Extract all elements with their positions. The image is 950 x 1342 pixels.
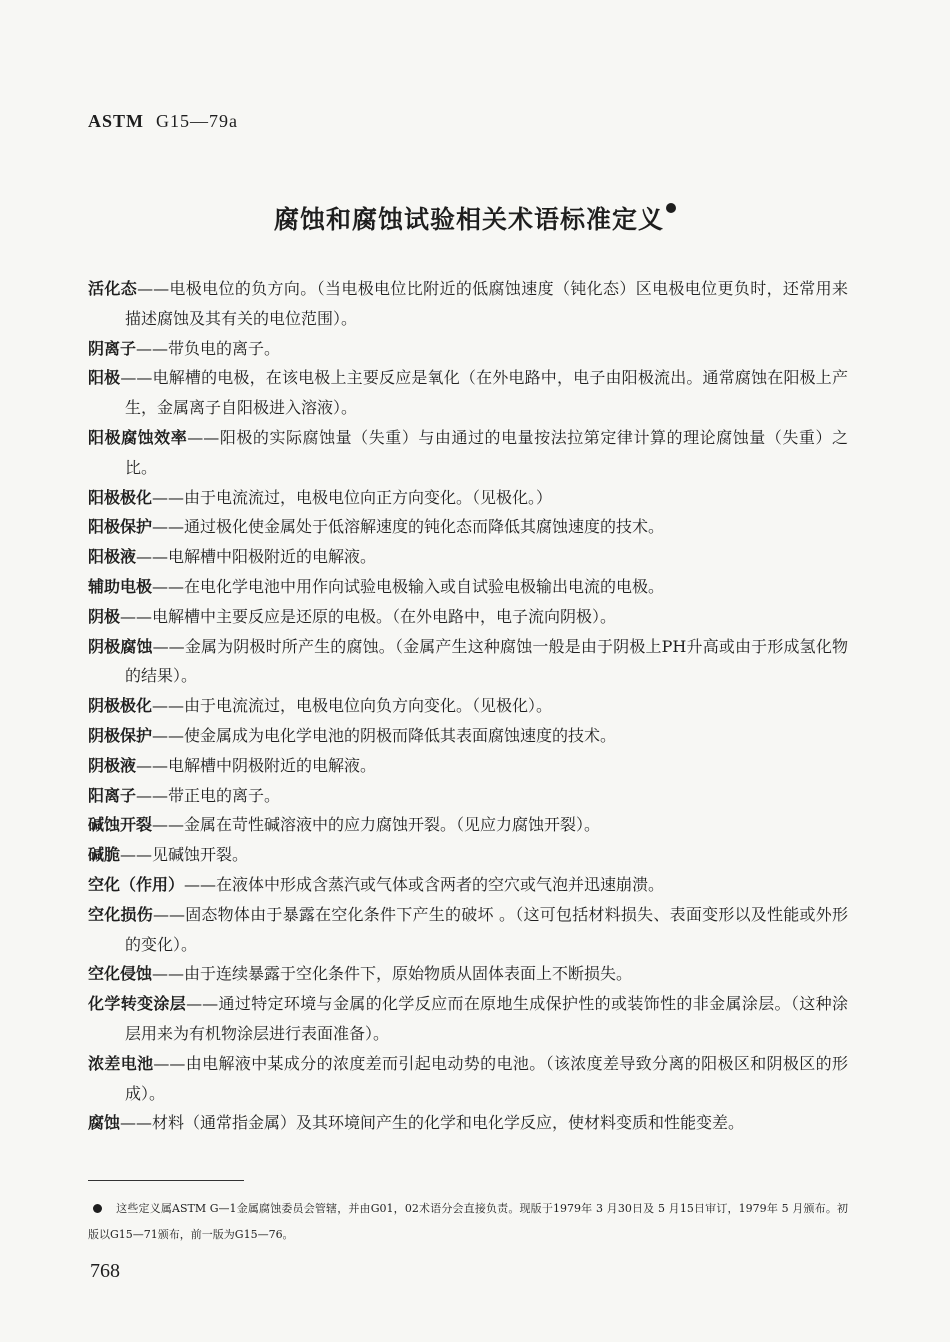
definition-dash: —— <box>120 368 153 388</box>
definition-entry <box>88 423 848 483</box>
definition-term: 阴极极化 <box>88 696 153 716</box>
definition-term: 化学转变涂层 <box>88 994 187 1014</box>
footnote-divider <box>88 1180 244 1181</box>
definition-term: 空化侵蚀 <box>88 964 153 984</box>
definition-text: 在电化学电池中用作向试验电极输入或自试验电极输出电流的电极。 <box>184 576 665 596</box>
definition-dash: —— <box>184 874 217 894</box>
definition-term: 阴极 <box>88 606 121 626</box>
definition-text: 电解槽的电极，在该电极上主要反应是氧化（在外电路中，电子由阳极流出。通常腐蚀在阳极上产生，金属离子自阳极进入溶液）。 <box>125 368 848 418</box>
definition-text: 电极电位的负方向。（当电极电位比附近的低腐蚀速度（钝化态）区电极电位更负时，还常用来描述腐蚀及其有关的电位范围）。 <box>125 279 848 328</box>
definition-text: 固态物体由于暴露在空化条件下产生的破坏 。（这可包括材料损失、表面变形以及性能或外形的变化）。 <box>125 904 848 954</box>
definition-term: 空化损伤 <box>88 904 153 924</box>
definition-text: 见碱蚀开裂。 <box>152 845 249 865</box>
definition-term: 阳离子 <box>88 785 137 805</box>
definition-text: 使金属成为电化学电池的阴极而降低其表面腐蚀速度的技术。 <box>184 725 617 745</box>
definition-text: 电解槽中主要反应是还原的电极。（在外电路中，电子流向阴极）。 <box>152 606 617 626</box>
definition-entry <box>88 602 848 632</box>
definition-dash: —— <box>152 636 185 656</box>
definition-term: 阴极腐蚀 <box>88 636 153 656</box>
definition-text: 阳极的实际腐蚀量（失重）与由通过的电量按法拉第定律计算的理论腐蚀量（失重）之比。 <box>125 427 848 477</box>
definition-dash: —— <box>152 576 185 596</box>
definition-dash: —— <box>152 725 185 745</box>
definition-term: 浓差电池 <box>88 1053 154 1073</box>
definition-entry <box>88 989 848 1049</box>
definition-term: 阴极液 <box>88 755 137 775</box>
definition-dash: —— <box>136 338 169 358</box>
footnote-text: 这些定义属ASTM G—1金属腐蚀委员会管辖，并由G01，02术语分会直接负责。现版于1979年 3 月30日及 5 月15日审订，1979年 5 月颁布。初版以G15—71颁布，前一版为G15—76。 <box>88 1202 848 1241</box>
definition-dash: —— <box>186 994 219 1014</box>
definition-entry <box>88 572 848 602</box>
definition-text: 材料（通常指金属）及其环境间产生的化学和电化学反应，使材料变质和性能变差。 <box>152 1113 745 1133</box>
definition-dash: —— <box>187 427 220 447</box>
definition-dash: —— <box>120 606 153 626</box>
definition-dash: —— <box>137 279 170 298</box>
definition-text: 金属为阴极时所产生的腐蚀。（金属产生这种腐蚀一般是由于阴极上PH升高或由于形成氢化物的结果）。 <box>125 636 848 686</box>
footnote <box>88 1196 848 1248</box>
definition-text: 通过极化使金属处于低溶解速度的钝化态而降低其腐蚀速度的技术。 <box>184 517 665 537</box>
definition-dash: —— <box>152 487 185 507</box>
definition-term: 辅助电极 <box>88 576 153 596</box>
page-title <box>0 200 950 236</box>
definition-text: 带正电的离子。 <box>168 785 281 805</box>
definition-text: 带负电的离子。 <box>168 338 281 358</box>
definition-text: 由于电流流过，电极电位向正方向变化。（见极化。） <box>184 487 553 507</box>
definition-term: 阳极液 <box>88 547 137 567</box>
definition-dash: —— <box>152 904 185 924</box>
definition-term: 阴离子 <box>88 338 137 358</box>
definition-term: 阳极极化 <box>88 487 153 507</box>
definition-term: 碱脆 <box>88 845 121 865</box>
footnote-marker-icon[interactable] <box>666 203 676 213</box>
definition-entry <box>88 900 848 960</box>
definition-term: 阳极 <box>88 368 121 388</box>
definition-term: 空化（作用） <box>88 874 185 894</box>
definition-entry <box>88 363 848 423</box>
definition-text: 电解槽中阴极附近的电解液。 <box>168 755 377 775</box>
definition-text: 由电解液中某成分的浓度差而引起电动势的电池。（该浓度差导致分离的阳极区和阴极区的形成）。 <box>125 1053 848 1103</box>
definition-entry <box>88 1108 848 1138</box>
definition-term: 阳极腐蚀效率 <box>88 427 188 447</box>
definition-text: 由于连续暴露于空化条件下，原始物质从固体表面上不断损失。 <box>184 964 633 984</box>
definition-term: 阴极保护 <box>88 725 153 745</box>
definition-entry <box>88 542 848 572</box>
definition-entry <box>88 959 848 989</box>
definition-entry <box>88 274 848 334</box>
definition-text: 电解槽中阳极附近的电解液。 <box>168 547 377 567</box>
definition-entry <box>88 781 848 811</box>
definition-dash: —— <box>136 755 169 775</box>
header-org: ASTM <box>88 111 145 131</box>
definition-dash: —— <box>152 517 185 537</box>
definition-term: 阳极保护 <box>88 517 153 537</box>
definition-term: 活化态 <box>88 279 138 298</box>
definition-list <box>88 274 848 1138</box>
definition-dash: —— <box>136 785 169 805</box>
definition-dash: —— <box>136 547 169 567</box>
definition-text: 通过特定环境与金属的化学反应而在原地生成保护性的或装饰性的非金属涂层。（这种涂层用来为有机物涂层进行表面准备）。 <box>125 994 848 1043</box>
definition-entry <box>88 334 848 364</box>
definition-entry <box>88 691 848 721</box>
definition-entry <box>88 512 848 542</box>
definition-dash: —— <box>152 964 185 984</box>
definition-entry <box>88 870 848 900</box>
page-title-text: 腐蚀和腐蚀试验相关术语标准定义 <box>273 205 664 234</box>
document-header <box>88 111 238 132</box>
definition-entry <box>88 751 848 781</box>
definition-entry <box>88 721 848 751</box>
definition-entry <box>88 632 848 692</box>
definition-text: 由于电流流过，电极电位向负方向变化。（见极化）。 <box>184 696 553 716</box>
definition-entry <box>88 483 848 513</box>
definition-dash: —— <box>120 845 153 865</box>
definition-term: 碱蚀开裂 <box>88 815 153 835</box>
definition-entry <box>88 810 848 840</box>
definition-text: 在液体中形成含蒸汽或气体或含两者的空穴或气泡并迅速崩溃。 <box>216 874 665 894</box>
header-code: G15—79a <box>156 111 239 131</box>
definition-dash: —— <box>153 1053 186 1073</box>
footnote-bullet-icon <box>93 1204 102 1213</box>
definition-entry <box>88 840 848 870</box>
definition-entry <box>88 1049 848 1109</box>
definition-dash: —— <box>152 815 185 835</box>
definition-dash: —— <box>120 1113 153 1133</box>
definition-text: 金属在苛性碱溶液中的应力腐蚀开裂。（见应力腐蚀开裂）。 <box>184 815 601 835</box>
definition-term: 腐蚀 <box>88 1113 121 1133</box>
definition-dash: —— <box>152 696 185 716</box>
page-number: 768 <box>90 1260 120 1282</box>
